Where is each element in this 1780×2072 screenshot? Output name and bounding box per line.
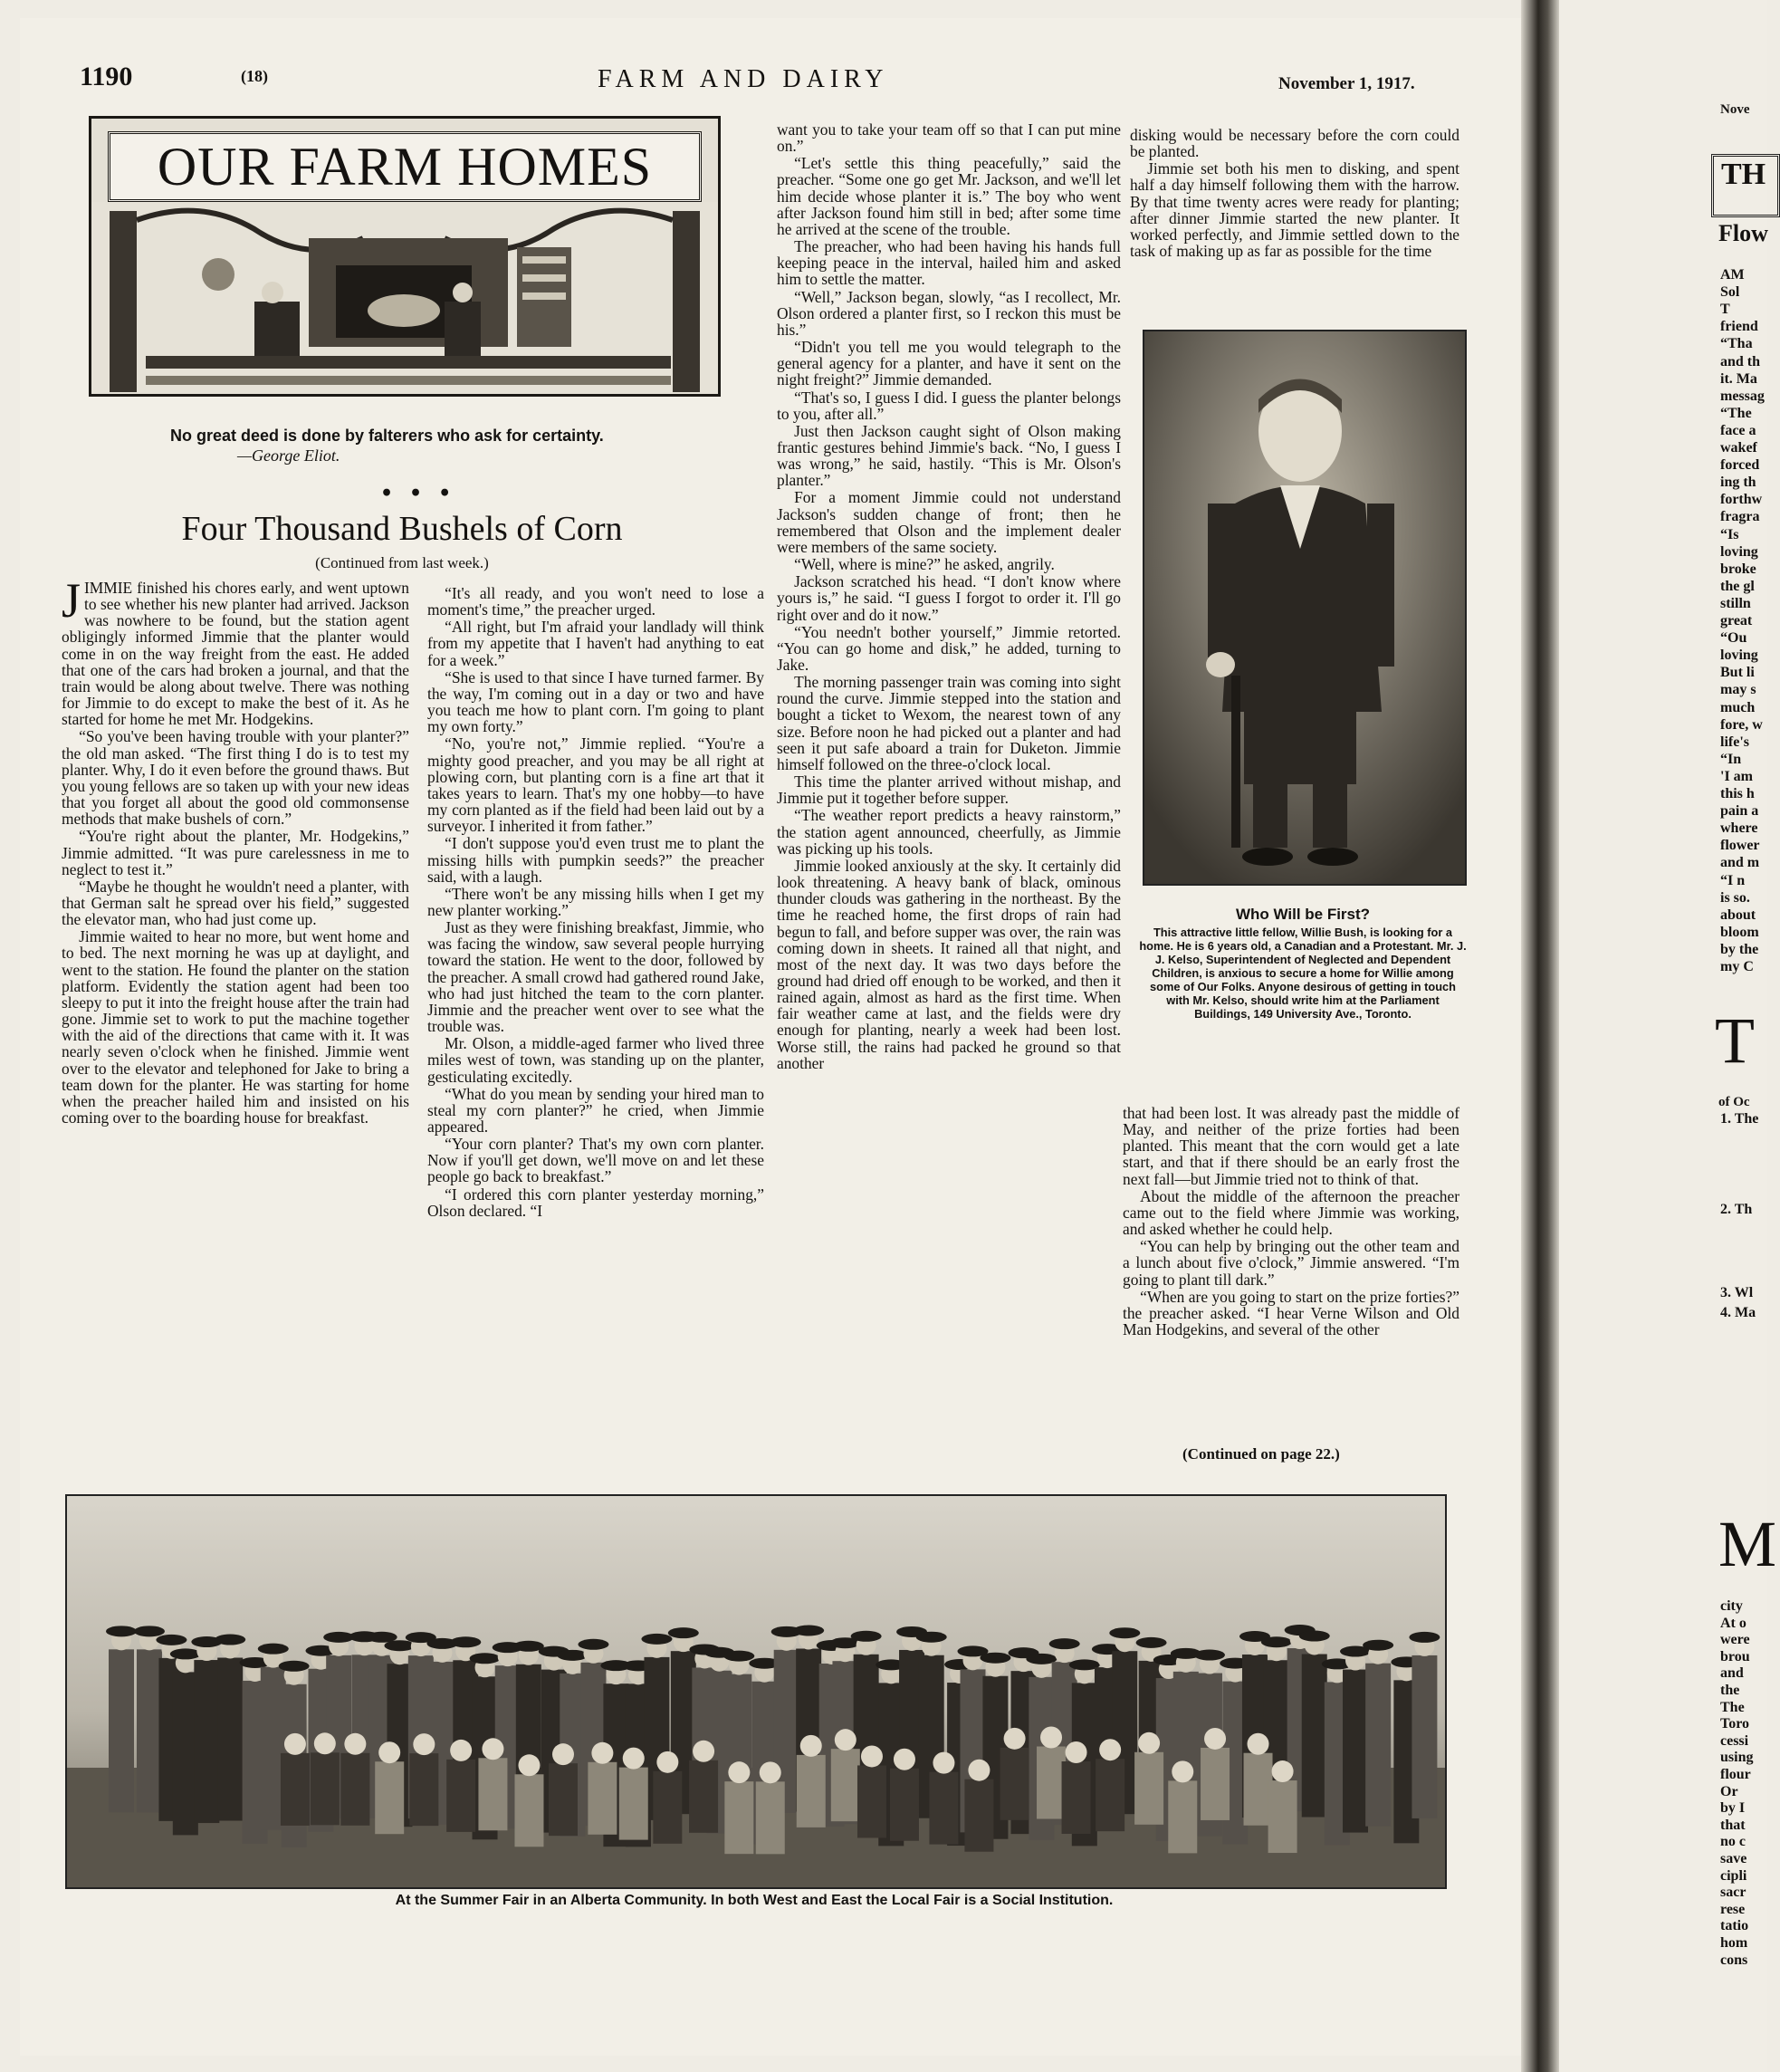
adjacent-page-line: the xyxy=(1720,1683,1740,1698)
story-continued-on: (Continued on page 22.) xyxy=(1182,1445,1340,1463)
photo-caption-title: Who Will be First? xyxy=(1235,906,1371,923)
adjacent-page-line: cessi xyxy=(1720,1732,1749,1749)
paragraph: The preacher, who had been having his hands full keeping peace in the interval, hailed him and asked him to settle the matter. xyxy=(777,237,1121,289)
adjacent-page-line: ing th xyxy=(1720,475,1756,491)
adjacent-page-line: using xyxy=(1720,1750,1754,1766)
issue-date: November 1, 1917. xyxy=(1278,74,1415,93)
adjacent-page-line: flour xyxy=(1720,1767,1751,1782)
adjacent-page-line: and m xyxy=(1720,855,1760,871)
paragraph: “I don't suppose you'd even trust me to plant the missing hills with pumpkin seeds?” the preacher said, with a laugh. xyxy=(427,834,764,886)
adjacent-page-line: loving xyxy=(1720,543,1758,560)
story-column-3 xyxy=(777,121,1121,1072)
adjacent-page-header: Nove xyxy=(1720,102,1750,117)
story-title: Four Thousand Bushels of Corn xyxy=(181,510,623,548)
paragraph: “The weather report predicts a heavy rainstorm,” the station agent announced, cheerfully, as Jimmie was picking up his tools. xyxy=(777,806,1121,858)
adjacent-page-line: “Ou xyxy=(1720,630,1747,647)
adjacent-page-box-text: TH xyxy=(1721,158,1766,191)
adjacent-page-line: brou xyxy=(1720,1648,1750,1664)
paragraph: Jackson scratched his head. “I don't know where yours is,” he said. “I guess I forgot to order it. I'll go right over and do it now.” xyxy=(777,572,1121,624)
adjacent-page-line: and xyxy=(1720,1665,1744,1682)
group-photo-caption: At the Summer Fair in an Alberta Community. In both West and East the Local Fair is a Social Institution. xyxy=(395,1893,1114,1908)
adjacent-page-line: forthw xyxy=(1720,492,1763,508)
adjacent-page-line: “The xyxy=(1720,405,1752,421)
adjacent-page-line: by I xyxy=(1720,1800,1746,1817)
adjacent-page-line: no c xyxy=(1720,1834,1746,1850)
adjacent-page-line: T xyxy=(1720,302,1730,318)
paragraph: “Well, where is mine?” he asked, angrily. xyxy=(794,555,1055,574)
adjacent-page-line: AM xyxy=(1720,267,1745,283)
adjacent-page-list-item: 2. Th xyxy=(1720,1202,1753,1217)
page-sub-number: (18) xyxy=(241,67,268,85)
adjacent-page-line: where xyxy=(1720,820,1758,837)
paragraph: “So you've been having trouble with your planter?” the old man asked. “The first thing I do is to test my planter. Why, I do it even before the ground thaws. But you young fellows are so taken up with your new ideas that you forget all about the good old commonsense methods that make bushels of corn.” xyxy=(62,727,409,829)
adjacent-page-line: At o xyxy=(1720,1615,1747,1631)
paragraph: Jimmie waited to hear no more, but went home and to bed. The next morning he was up at daylight, and went to the station. He found the planter on the station platform. Evidently the station agent had been too sleepy to put it into the freight house after the train had gone. Jimmie set to work to put the machine together with the aid of the directions that came with it. It was nearly seven o'clock when he finished. Jimmie went over to the elevator and telephoned for Jake to bring a team down for the planter. He was starting for home when the preacher hailed him and insisted on his coming over to the boarding house for breakfast. xyxy=(62,927,409,1127)
paragraph: “She is used to that since I have turned farmer. By the way, I'm coming out in a day or two and have you teach me how to plant corn. I'm going to plant my own forty.” xyxy=(427,667,764,736)
binding-gutter xyxy=(1521,0,1559,2072)
paragraph: “That's so, I guess I did. I guess the planter belongs to you, after all.” xyxy=(777,388,1121,423)
adjacent-page-line: broke xyxy=(1720,561,1756,577)
paragraph: “You can help by bringing out the other team and a lunch about five o'clock,” Jimmie answered. “I'm going to plant till dark.” xyxy=(1123,1237,1459,1289)
adjacent-page-line: and th xyxy=(1720,353,1761,369)
adjacent-page-line: “Is xyxy=(1720,526,1739,542)
adjacent-page-line: Or xyxy=(1720,1783,1738,1799)
story-column-1 xyxy=(62,573,409,1127)
paragraph: About the middle of the afternoon the preacher came out to the field where Jimmie was working, and asked whether he could help. xyxy=(1123,1186,1459,1239)
adjacent-page-line: that xyxy=(1720,1817,1746,1833)
section-divider: ••• xyxy=(380,482,468,505)
adjacent-page-list-item: 1. The xyxy=(1720,1111,1759,1127)
adjacent-page-line: The xyxy=(1720,1699,1745,1715)
paragraph: The morning passenger train was coming into sight round the curve. Jimmie stepped into the station and bought a ticket to Wexom, the nearest town of any size. Before noon he had picked out a planter and had seen it put safe aboard a train for Duketon. Jimmie himself followed on the three-o'clock local. xyxy=(777,673,1121,773)
adjacent-page-line: fragra xyxy=(1720,509,1760,525)
adjacent-page-line: were xyxy=(1720,1632,1750,1648)
adjacent-page-list-item: 3. Wl xyxy=(1720,1285,1754,1300)
paragraph: For a moment Jimmie could not understand Jackson's sudden change of front; then he remembered that Olson and the implement dealer were members of the same society. xyxy=(777,488,1121,556)
adjacent-page-line: Sol xyxy=(1720,284,1740,301)
adjacent-page-line: it. Ma xyxy=(1720,370,1757,387)
paragraph: Just as they were finishing breakfast, Jimmie, who was facing the window, saw several people hurrying toward the station. He went to the door, followed by the preacher. A small crowd had gathered round Jake, who had just hitched the team to the corn planter. Jimmie and the preacher went over to see what the trouble was. xyxy=(427,918,764,1036)
adjacent-page-line: stilln xyxy=(1720,595,1751,611)
adjacent-page-line: Toro xyxy=(1720,1716,1750,1732)
adjacent-page-line: tatio xyxy=(1720,1918,1749,1934)
paragraph: “Maybe he thought he wouldn't need a planter, with that German salt he spread over his field,” suggested the elevator man, who had just come up. xyxy=(62,877,409,929)
paragraph: “There won't be any missing hills when I get my new planter working.” xyxy=(427,884,764,919)
adjacent-page-list-item: 4. Ma xyxy=(1720,1305,1756,1320)
adjacent-page-line: is so. xyxy=(1720,889,1750,906)
epigraph xyxy=(170,426,677,465)
adjacent-page-line: “I n xyxy=(1720,872,1746,888)
adjacent-page-line: friend xyxy=(1720,319,1758,335)
adjacent-page-line: city xyxy=(1720,1598,1743,1614)
fireside-illustration xyxy=(91,202,718,394)
adjacent-page-line: great xyxy=(1720,613,1753,628)
paragraph: “Let's settle this thing peacefully,” said the preacher. “Some one go get Mr. Jackson, and we'll let him decide whose planter it is.” The boy who went after Jackson found him still in bed; after some time he arrived at the scene of the trouble. xyxy=(777,154,1121,238)
adjacent-page-line: flower xyxy=(1720,838,1760,854)
adjacent-page-drop-t: T xyxy=(1715,1004,1755,1077)
adjacent-page-line: But li xyxy=(1720,665,1755,681)
story-continued-from: (Continued from last week.) xyxy=(315,554,489,571)
paragraph: “Your corn planter? That's my own corn planter. Now if you'll get down, we'll move on and let these people go back to breakfast.” xyxy=(427,1135,764,1186)
paragraph: Just then Jackson caught sight of Olson making frantic gestures behind Jimmie's back. “No, I guess I was wrong,” he said, hastily. “This is Mr. Olson's planter.” xyxy=(777,421,1121,490)
story-column-2 xyxy=(427,585,764,1220)
paragraph: Jimmie looked anxiously at the sky. It certainly did look threatening. A heavy bank of black, ominous thunder clouds was gathering in the northeast. By the time he reached home, the first drops of rain had begun to fall, and before supper was over, the rain was coming down in sheets. It rained all that night, and most of the next day. It was two days before the ground had dried off enough to be worked, and then it rained again, almost as hard as the first time. When fair weather came at last, and the fields were dry enough for planting, nearly a week had been lost. Worse still, the rains had packed he ground so that another xyxy=(777,856,1121,1072)
adjacent-page-line: may s xyxy=(1720,682,1756,698)
paragraph: disking would be necessary before the corn could be planted. xyxy=(1130,126,1459,161)
paragraph: want you to take your team off so that I can put mine on.” xyxy=(777,120,1121,156)
adjacent-page-box xyxy=(1711,154,1780,217)
child-portrait-photo xyxy=(1143,330,1467,886)
adjacent-page-line: cons xyxy=(1720,1952,1748,1968)
fair-group-photo xyxy=(65,1494,1447,1889)
adjacent-page-line: by the xyxy=(1720,941,1759,957)
adjacent-page-line: fore, w xyxy=(1720,716,1763,733)
crowd-image xyxy=(67,1496,1445,1887)
paragraph: “All right, but I'm afraid your landlady will think from my appetite that I haven't had anything to eat for a week.” xyxy=(427,618,764,669)
paragraph: “When are you going to start on the prize forties?” the preacher asked. “I hear Verne Wilson and Old Man Hodgekins, and several of the other xyxy=(1123,1287,1459,1339)
photo-caption-body: This attractive little fellow, Willie Bush, is looking for a home. He is 6 years old, a Canadian and a Protestant. Mr. J. J. Kelso, Superintendent of Neglected and Dependent Children, is anxious to secure a home for Willie among some of Our Folks. Anyone desirous of getting in touch with Mr. Kelso, should write him at the Parliament Buildings, 149 University Ave., Toronto. xyxy=(1139,926,1467,1021)
adjacent-page-line: life's xyxy=(1720,734,1749,750)
paragraph: IMMIE finished his chores early, and went uptown to see whether his new planter had arrived. Jackson was nowhere to be found, but the station agent obligingly informed Jimmie that the planter would come in on the way freight from the east. He added that one of the cars had broken a journal, and that the train would be along about twelve. There was nothing for Jimmie to do except to make the best of it. As he started for home he met Mr. Hodgekins. xyxy=(62,579,409,729)
adjacent-page-line: cipli xyxy=(1720,1867,1747,1884)
paragraph: “You're right about the planter, Mr. Hodgekins,” Jimmie admitted. “It was pure carelessness in me to neglect to test it.” xyxy=(62,827,409,878)
paragraph: Jimmie set both his men to disking, and spent half a day himself following them with the harrow. By that time twenty acres were ready for planting; after dinner Jimmie started the new planter. It worked perfectly, and Jimmie settled down to the task of making up as far as possible for the time xyxy=(1130,159,1459,261)
adjacent-page-heading: Flow xyxy=(1718,220,1768,246)
section-banner-title: OUR FARM HOMES xyxy=(108,131,702,202)
adjacent-page-line: my C xyxy=(1720,959,1754,974)
adjacent-page-line: sacr xyxy=(1720,1885,1747,1901)
section-banner xyxy=(89,116,721,397)
paragraph: Mr. Olson, a middle-aged farmer who lived three miles west of town, was standing up on the planter, gesticulating excitedly. xyxy=(427,1034,764,1086)
paragraph: that had been lost. It was already past the middle of May, and neither of the prize forties had been planted. This meant that the corn would get a late start, and that if there should be an early frost the next fall—but Jimmie tried not to think of that. xyxy=(1123,1104,1459,1188)
adjacent-page-line: rese xyxy=(1720,1901,1746,1917)
story-column-4-top xyxy=(1130,127,1459,260)
paragraph: “Didn't you tell me you would telegraph to the general agency for a planter, and have it sent on the night freight?” Jimmie demanded. xyxy=(777,338,1121,389)
adjacent-page-line: this h xyxy=(1720,786,1755,801)
paragraph: “No, you're not,” Jimmie replied. “You're a mighty good preacher, and you may be all right at plowing corn, but planting corn is a fine art that it takes years to learn. That's my one hobby—to have my corn planted as if the field had been laid out by a surveyor. I inherited it from father.” xyxy=(427,734,764,836)
adjacent-page-line: much xyxy=(1720,699,1756,715)
adjacent-page-line: about xyxy=(1720,906,1756,923)
portrait-image xyxy=(1144,331,1465,884)
adjacent-page-line: 'I am xyxy=(1720,768,1753,784)
journal-title: FARM AND DAIRY xyxy=(598,65,889,93)
adjacent-page-line: save xyxy=(1720,1851,1747,1866)
adjacent-page-line: “In xyxy=(1720,751,1742,767)
adjacent-page-line: forced xyxy=(1720,457,1760,474)
paragraph: “I ordered this corn planter yesterday morning,” Olson declared. “I xyxy=(427,1185,764,1220)
paragraph: “You needn't bother yourself,” Jimmie retorted. “You can go home and disk,” he added, turning to Jake. xyxy=(777,622,1121,674)
adjacent-page-drop-m: M xyxy=(1718,1508,1777,1580)
drop-cap: J xyxy=(62,573,81,628)
adjacent-page-line: wakef xyxy=(1720,440,1757,456)
epigraph-quote: No great deed is done by falterers who ask for certainty. xyxy=(170,427,604,445)
epigraph-author: —George Eliot. xyxy=(237,446,340,465)
paragraph: This time the planter arrived without mishap, and Jimmie put it together before supper. xyxy=(777,772,1121,808)
adjacent-page-line: messag xyxy=(1720,388,1765,404)
story-column-4-bottom xyxy=(1123,1105,1459,1338)
adjacent-page-line: the gl xyxy=(1720,578,1755,594)
adjacent-page-line: bloom xyxy=(1720,924,1759,940)
adjacent-page-fragment xyxy=(1559,0,1777,2072)
paragraph: “Well,” Jackson began, slowly, “as I recollect, Mr. Olson ordered a planter first, so I reckon this must be his.” xyxy=(777,287,1121,339)
adjacent-page-line: “Tha xyxy=(1720,336,1753,352)
adjacent-page-line: face a xyxy=(1720,422,1756,438)
adjacent-page-line: loving xyxy=(1720,648,1758,664)
paragraph: “It's all ready, and you won't need to lose a moment's time,” the preacher urged. xyxy=(427,584,764,619)
adjacent-page-line: hom xyxy=(1720,1935,1748,1951)
adjacent-page-line: pain a xyxy=(1720,803,1759,820)
page-number: 1190 xyxy=(80,62,133,91)
paragraph: “What do you mean by sending your hired man to steal my corn planter?” he cried, when Jimmie appeared. xyxy=(427,1084,764,1136)
adjacent-page-of-oc: of Oc xyxy=(1718,1095,1750,1109)
